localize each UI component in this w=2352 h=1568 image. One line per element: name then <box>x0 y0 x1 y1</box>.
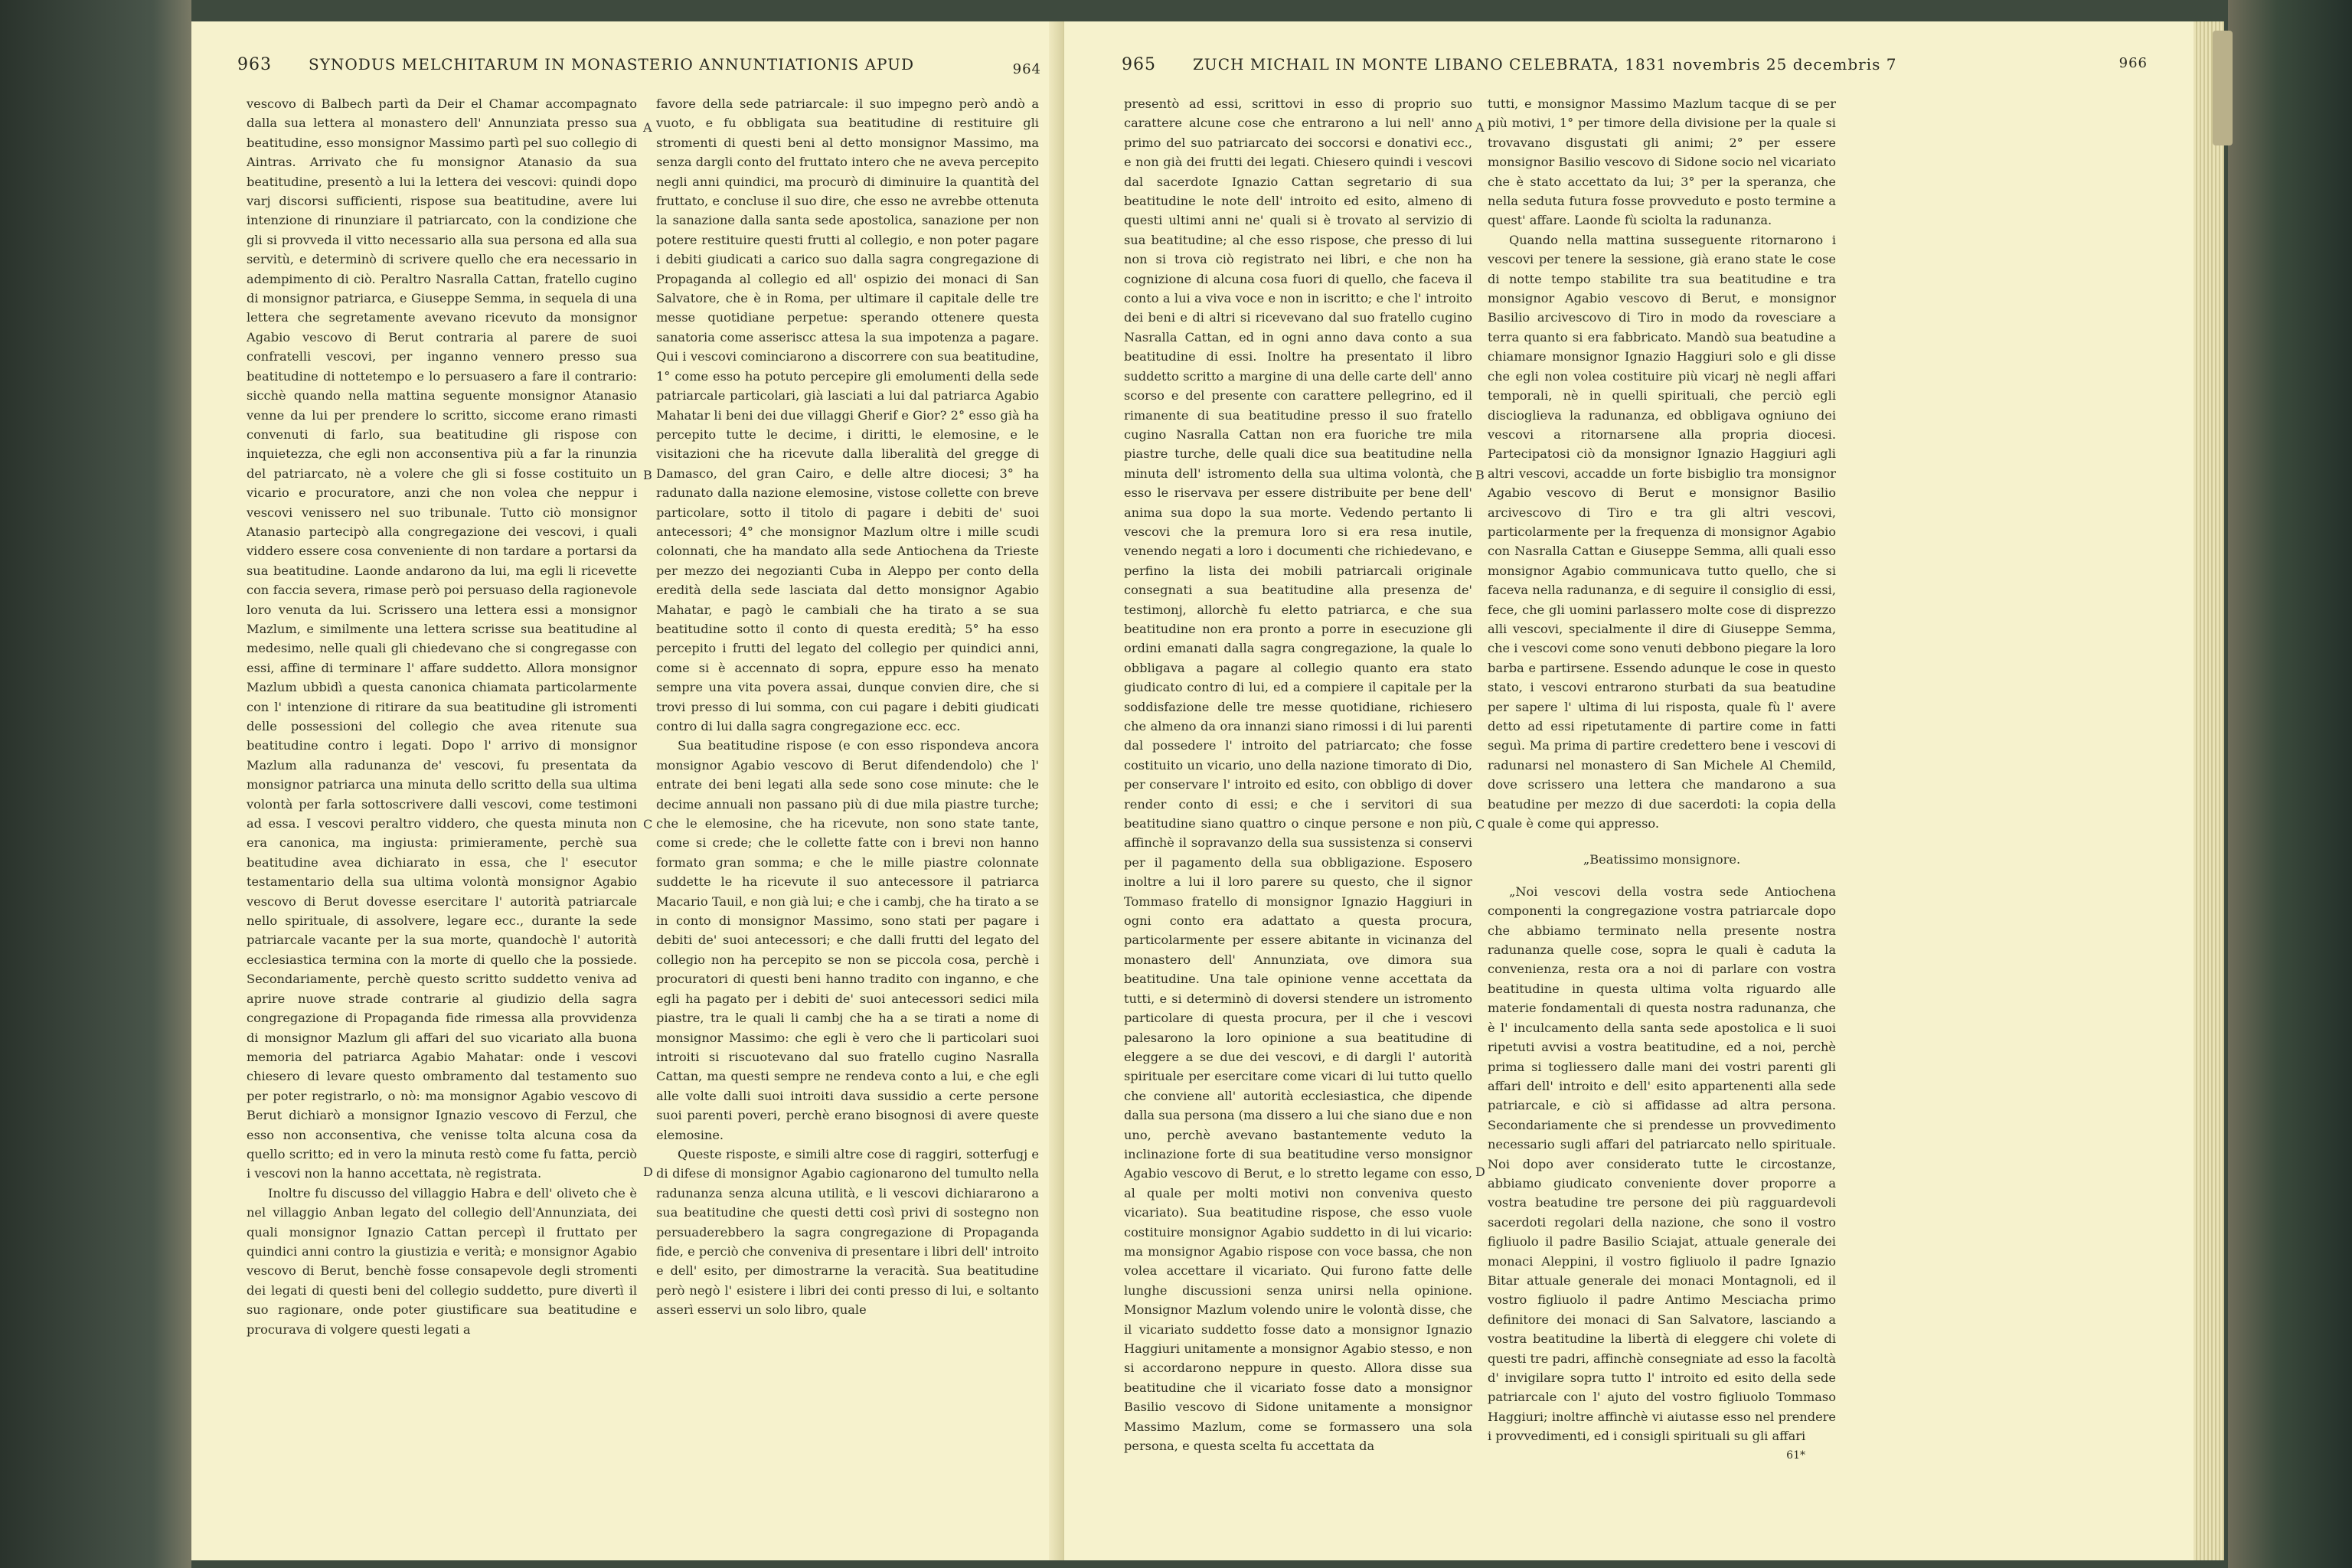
paragraph: vescovo di Balbech partì da Deir el Chamar accompagnato dalla sua lettera al monastero dell' Annunziata presso sua beatitudine, esso monsignor Massimo partì pel suo collegio di Aintras. Arrivato che fu monsignor Atanasio da sua beatitudine, presentò a lui la lettera dei vescovi: quindi dopo varj discorsi sufficienti, rispose sua beatitudine, avere lui intenzione di rinunziare il patriarcato, con la condizione che gli si provveda il vitto necessario alla sua persona ed alla sua servitù, e determinò di scrivere quello che era necessario in adempimento di ciò. Peraltro Nasralla Cattan, fratello cugino di monsignor patriarca, e Giuseppe Semma, in sequela di una lettera che segretamente avevano ricevuto da monsignor Agabio vescovo di Berut contraria al parere de suoi confratelli vescovi, per inganno vennero presso sua beatitudine di nottetempo e lo persuasero a fare il contrario: sicchè quando nella mattina seguente monsignor Atanasio venne da lui per prendere lo scritto, siccome erano rimasti convenuti di farlo, sua beatitudine gli rispose con inquietezza, che egli non acconsentiva più a far la rinunzia del patriarcato, nè a volere che gli si fosse costituito un vicario e procuratore, anzi che non volea che neppur i vescovi venissero nel suo tribunale. Tutto ciò monsignor Atanasio partecipò alla congregazione dei vescovi, i quali viddero essere cosa conveniente di non tardare a portarsi da sua beatitudine. Laonde andarono da lui, ma egli li ricevette con faccia severa, rimase però poi persuaso della ragionevole loro venuta da lui. Scrissero una lettera essi a monsignor Mazlum, e similmente una lettera scrisse sua beatitudine al medesimo, nelle quali gli chiedevano che si congregasse con essi, affine di terminare l' affare suddetto. Allora monsignor Mazlum ubbidì a questa canonica chiamata particolarmente con l' intenzione di ritirare da sua beatitudine gli istromenti delle possessioni del collegio che avea ritenute sua beatitudine contro i legati. Dopo l' arrivo di monsignor Mazlum alla radunanza de' vescovi, fu presentata da monsignor patriarca una minuta dello scritto della sua ultima volontà per farla sottoscrivere dalli vescovi, come testimoni ad essa. I vescovi peraltro viddero, che questa minuta non era canonica, ma ingiusta: primieramente, perchè sua beatitudine avea dichiarato in essa, che l' esecutor testamentario della sua ultima volontà monsignor Agabio vescovo di Berut dovesse esercitare l' autorità patriarcale nello spirituale, di assolvere, legare ecc., durante la sede patriarcale vacante per la sua morte, quandochè l' autorità ecclesiastica termina con la morte di quello che la possiede. Secondariamente, perchè questo scritto suddetto veniva ad aprire nuove strade contrarie al giudizio della sagra congregazione di Propaganda fide rimessa alla provvidenza di monsignor Mazlum gli affari del suo vicariato alla buona memoria del patriarca Agabio Mahatar: onde i vescovi chiesero di levare questo ombramento dal testamento suo per poter registrarlo, o nò: ma monsignor Agabio vescovo di Berut dichiarò a monsignor Ignazio vescovo di Ferzul, che esso non acconsentiva, che venisse tolta alcuna cosa da quello scritto; ed in vero la minuta restò come fu fatta, perciò i vescovi non la hanno accettata, nè registrata. <box>247 96 637 1181</box>
desk-background-right <box>2228 0 2352 1568</box>
right-page-columns <box>1124 94 2148 1537</box>
paragraph: Queste risposte, e simili altre cose di raggiri, sotterfugj e di difese di monsignor Agabio cagionarono del tumulto nella radunanza senza alcuna utilità, e li vescovi dichiararono a sua beatitudine che questi detti così privi di sostegno non persuaderebbero la sagra congregazione di Propaganda fide, e perciò che conveniva di presentare i libri dell' introito e dell' esito, per dimostrarne la veracità. Sua beatitudine però negò l' esistere i libri dei conti presso di lui, e soltanto asserì esservi un solo libro, quale <box>656 1146 1039 1318</box>
margin-letter-b: B <box>1475 468 1485 482</box>
paragraph: Quando nella mattina susseguente ritornarono i vescovi per tenere la sessione, già erano state le cose di notte tempo stabilite tra sua beatitudine e tra monsignor Agabio vescovo di Berut, e monsignor Basilio arcivescovo di Tiro in modo da rovesciare a terra quanto si era fabbricato. Mandò sua beatudine a chiamare monsignor Ignazio Haggiuri solo e gli disse che egli non volea costituire più vicarj nè negli affari temporali, nè in quelli spirituali, che perciò egli discioglieva la radunanza, ed obbligava ogniuno dei vescovi a ritornarsene alla propria diocesi. Partecipatosi ciò da monsignor Ignazio Haggiuri agli altri vescovi, accadde un forte bisbiglio tra monsignor Agabio vescovo di Berut e monsignor Basilio arcivescovo di Tiro e tra gli altri vescovi, particolarmente per la frequenza di monsignor Agabio con Nasralla Cattan e Giuseppe Semma, alli quali esso monsignor Agabio communicava tutto quello, che si faceva nella radunanza, e di seguire il consiglio di essi, fece, che gli uomini parlassero molte cose di disprezzo alli vescovi, specialmente il dire di Giuseppe Semma, che i vescovi come sono venuti debbono piegare la loro barba e partirsene. Essendo adunque le cose in questo stato, i vescovi entrarono sturbati da sua beatudine per sapere l' ultima di lui risposta, quale fù l' avere detto ad essi ripetutamente di partire come in fatti seguì. Ma prima di partire credettero bene i vescovi di radunarsi nel monastero di San Michele Al Chemild, dove scrissero una lettera che mandarono a sua beatudine per mezzo di due sacerdoti: la copia della quale è come qui appresso. <box>1488 232 1836 831</box>
bookmark-tab <box>2213 31 2233 145</box>
letter-paragraph: „Noi vescovi della vostra sede Antiochena componenti la congregazione vostra patriarcale dopo che abbiamo terminato nella presente nostra radunanza quelle cose, sopra le quali è caduta la convenienza, resta ora a noi di parlare con vostra beatitudine in questa ultima volta riguardo alle materie fondamentali di questa nostra radunanza, che è l' inculcamento della santa sede apostolica e li suoi ripetuti avvisi a vostra beatitudine, ed a noi, perchè prima si togliessero dalle mani dei vostri parenti gli affari dell' introito e dell' esito appartenenti alla sede patriarcale, e ciò si affidasse ad altra persona. Secondariamente che si prendesse un provvedimento necessario sugli affari del patriarcato nello spirituale. Noi dopo aver considerato tutte le circostanze, abbiamo giudicato conveniente dover proporre a vostra beatudine tre persone dei più ragguardevoli sacerdoti regolari della nazione, che sono il vostro figliuolo il padre Basilio Sciajat, attuale generale dei monaci Aleppini, il vostro figliuolo il padre Ignazio Bitar attuale generale dei monaci Montagnoli, ed il vostro figliuolo il padre Antimo Mesciacha primo definitore dei monaci di San Salvatore, lasciando a vostra beatitudine la libertà di eleggere chi volete di questi tre padri, affinchè consegniate ad esso la facoltà d' invigilare sopra tutto l' introito ed esito della sede patriarcale con l' ajuto del vostro figliuolo Tommaso Haggiuri; inoltre affinchè vi aiutasse esso nel prendere i provvedimenti, ed i consigli spirituali su gli affari <box>1488 884 1836 1444</box>
left-page-number-secondary: 964 <box>1012 61 1041 77</box>
right-column-a <box>1124 94 1472 1537</box>
letter-heading: „Beatissimo monsignore. <box>1583 852 1741 867</box>
desk-background-left <box>0 0 191 1568</box>
right-page-number: 965 <box>1122 55 1156 74</box>
paragraph: Sua beatitudine rispose (e con esso rispondeva ancora monsignor Agabio vescovo di Berut difendendolo) che l' entrate dei beni legati alla sede sono cose minute: che le decime annuali non passano più di due mila piastre turche; che le elemosine, che ha ricevute, non sono state tante, come si crede; che le collette fatte con i brevi non hanno formato gran somma; e che le mille piastre colonnate suddette le ha ricevute il suo antecessore il patriarca Macario Tauil, e non già lui; e che i cambj, che ha tirato a se in conto di monsignor Massimo, sono stati per pagare i debiti de' suoi antecessori; e che dalli frutti del legato del collegio non ha percepito se non se piccola cosa, perchè i procuratori di questi beni hanno tradito con inganno, e che egli ha pagato per i debiti de' suoi antecessori sedici mila piastre, tra le quali li cambj che ha a se tirati a nome di monsignor Massimo: che egli è vero che li particolari suoi introiti si riscuotevano dal suo fratello cugino Nasralla Cattan, ma questi sempre ne rendeva conto a lui, e che egli alle volte dalli suoi introiti dava sussidio a certe persone suoi parenti poveri, perchè erano bisognosi di avere queste elemosine. <box>656 738 1039 1142</box>
margin-letter-a: A <box>1475 120 1485 135</box>
right-column-b <box>1488 94 1836 1537</box>
left-page <box>191 21 1057 1560</box>
margin-letter-c: C <box>1475 817 1485 831</box>
margin-letter-b: B <box>643 468 652 482</box>
paragraph: Inoltre fu discusso del villaggio Habra e dell' oliveto che è nel villaggio Anban legato del collegio dell'Annunziata, dei quali monsignor Ignazio Cattan percepì il fruttato per quindici anni contro la giustizia e verità; e monsignor Agabio vescovo di Berut, benchè fosse consapevole degli stromenti dei legati di questi beni del collegio suddetto, pure divertì il suo ragionare, onde poter giustificare sua beatitudine e procurava di volgere questi legati a <box>247 1185 637 1337</box>
paragraph: tutti, e monsignor Massimo Mazlum tacque di se per più motivi, 1° per timore della divisione per la quale si trovavano disgustati gli animi; 2° per essere monsignor Basilio vescovo di Sidone socio nel vicariato che è stato accettato da lui; 3° per la speranza, che nella seduta futura fosse provveduto e posto termine a quest' affare. Laonde fù sciolta la radunanza. <box>1488 96 1836 228</box>
margin-letter-d: D <box>1475 1165 1485 1179</box>
right-page <box>1064 21 2194 1560</box>
left-page-header <box>237 55 1041 77</box>
left-column-a <box>247 94 637 1537</box>
left-page-number: 963 <box>237 55 272 74</box>
right-page-header <box>1122 55 2148 74</box>
page-edges <box>2194 21 2224 1560</box>
left-column-b <box>656 94 1039 1537</box>
paragraph: favore della sede patriarcale: il suo impegno però andò a vuoto, e fu obbligata sua beatitudine di restituire gli stromenti di questi beni al detto monsignor Massimo, ma senza dargli conto del fruttato intero che ne aveva percepito negli anni quindici, ma procurò di diminuire la quantità del fruttato, e concluse il suo dire, che esso ne avrebbe ottenuta la sanazione dalla santa sede apostolica, sanazione per non potere restituire questi frutti al collegio, e non poter pagare i debiti giudicati a carico suo dalla sagra congregazione di Propaganda al collegio ed all' ospizio dei monaci di San Salvatore, che è in Roma, per ultimare il capitale delle tre messe quotidiane perpetue: sperando ottenere questa sanatoria come asseriscc attesa la sua impotenza a pagare. Qui i vescovi cominciarono a discorrere con sua beatitudine, 1° come esso ha potuto percepire gli emolumenti della sede patriarcale particolari, già lasciati a lui dal patriarca Agabio Mahatar li beni dei due villaggi Gherif e Gior? 2° esso già ha percepito tutte le decime, i diritti, le elemosine, e le visitazioni che ha ricevute dalla liberalità del gregge di Damasco, del gran Cairo, e delle altre diocesi; 3° ha radunato dalla nazione elemosine, vistose collette con breve particolare, sotto il titolo di pagare i debiti de' suoi antecessori; 4° che monsignor Mazlum oltre i mille scudi colonnati, che ha mandato alla sede Antiochena da Trieste per mezzo dei negozianti Cuba in Aleppo per conto della eredità della sede lasciata dal detto monsignor Agabio Mahatar, e pagò le cambiali che ha tirato a se sua beatitudine sotto il conto di questa eredità; 5° ha esso percepito i frutti del legato del collegio per quindici anni, come si è accennato di sopra, eppure esso ha menato sempre una vita povera assai, dunque convien dire, che si trovi presso di lui somma, con cui pagare i debiti giudicati contro di lui dalla sagra congregazione ecc. ecc. <box>656 96 1039 733</box>
left-running-title: SYNODUS MELCHITARUM IN MONASTERIO ANNUNTIATIONIS APUD <box>309 55 915 74</box>
right-running-title: ZUCH MICHAIL IN MONTE LIBANO CELEBRATA, 1831 novembris 25 decembris 7 <box>1193 55 1897 74</box>
left-page-columns <box>247 94 1041 1537</box>
paragraph: presentò ad essi, scrittovi in esso di proprio suo carattere alcune cose che entrarono a lui nell' anno primo del suo patriarcato dei soccorsi e donativi ecc., e non già dei frutti dei legati. Chiesero quindi i vescovi dal sacerdote Ignazio Cattan segretario di sua beatitudine le note dell' introito ed esito, almeno di questi ultimi anni ne' quali si è trovato al servizio di sua beatitudine; al che esso rispose, che presso di lui non si trova ciò registrato nei libri, e che non ha cognizione di alcuna cosa fuori di quello, che faceva il conto a lui a viva voce e non in iscritto; e che l' introito dei beni e di altri si ricevevano dal suo fratello cugino Nasralla Cattan, ed in ogni anno dava conto a sua beatitudine di essi. Inoltre ha presentato il libro suddetto scritto a margine di una delle carte dell' anno scorso e del presente con carattere pellegrino, ed il rimanente di sua beatitudine presso il suo fratello cugino Nasralla Cattan non era fuoriche tre mila piastre turche, delle quali dice sua beatitudine nella minuta dell' istromento della sua ultima volontà, che esso le riservava per essere distribuite per bene dell' anima sua dopo la sua morte. Vedendo pertanto li vescovi che la premura loro si era resa inutile, venendo negati a loro i documenti che richiedevano, e perfino la lista dei mobili patriarcali originale consegnati a sua beatitudine alla presenza de' testimonj, allorchè fu eletto patriarca, e che sua beatitudine non era pronto a porre in esecuzione gli ordini emanati dalla sagra congregazione, la quale lo obbligava a pagare al collegio quanto era stato giudicato contro di lui, ed a compiere il capitale per la soddisfazione delle tre messe quotidiane, richiesero che almeno da ora innanzi siano rimossi i di lui parenti dal possedere l' introito del patriarcato; che fosse costituito un vicario, uno della nazione timorato di Dio, per conservare l' introito ed esito, con obbligo di dover render conto di essi; e che i servitori di sua beatitudine siano quattro o cinque persone e non più, affinchè il sopravanzo della sua sussistenza si conservi per il pagamento della sua obbligazione. Esposero inoltre a lui il loro parere su questo, che il signor Tommaso fratello di monsignor Ignazio Haggiuri in ogni conto era adattato a questa procura, particolarmente per essere abitante in vicinanza del monastero dell' Annunziata, ove dimora sua beatitudine. Una tale opinione venne accettata da tutti, e si determinò di doversi stendere un istromento particolare di questa procura, per il che i vescovi palesarono la loro opinione a sua beatitudine di eleggere a se due dei vescovi, e di dargli l' autorità spirituale per esercitare come vicari di lui tutto quello che conviene all' autorità ecclesiastica, che dipende dalla sua persona (ma dissero a lui che siano due e non uno, perchè avevano bastantemente veduto la inclinazione forte di sua beatitudine verso monsignor Agabio vescovo di Berut, e lo stretto legame con esso, al quale per molti motivi non conveniva questo vicariato). Sua beatitudine rispose, che esso vuole costituire monsignor Agabio suddetto in di lui vicario: ma monsignor Agabio rispose con voce bassa, che non volea accettare il vicariato. Qui furono fatte delle lunghe discussioni senza unirsi nella opinione. Monsignor Mazlum volendo unire le volontà disse, che il vicariato suddetto fosse dato a monsignor Ignazio Haggiuri unitamente a monsignor Agabio stesso, e non si accordarono neppure in questo. Allora disse sua beatitudine che il vicariato fosse dato a monsignor Basilio vescovo di Sidone unitamente a monsignor Massimo Mazlum, come se formassero una sola persona, e questa scelta fu accettata da <box>1124 96 1472 1454</box>
margin-letter-d: D <box>643 1165 653 1179</box>
margin-letter-a: A <box>643 120 652 135</box>
right-page-number-secondary: 966 <box>2118 55 2148 71</box>
margin-letter-c: C <box>643 817 653 831</box>
signature-mark: 61* <box>1786 1449 1805 1462</box>
